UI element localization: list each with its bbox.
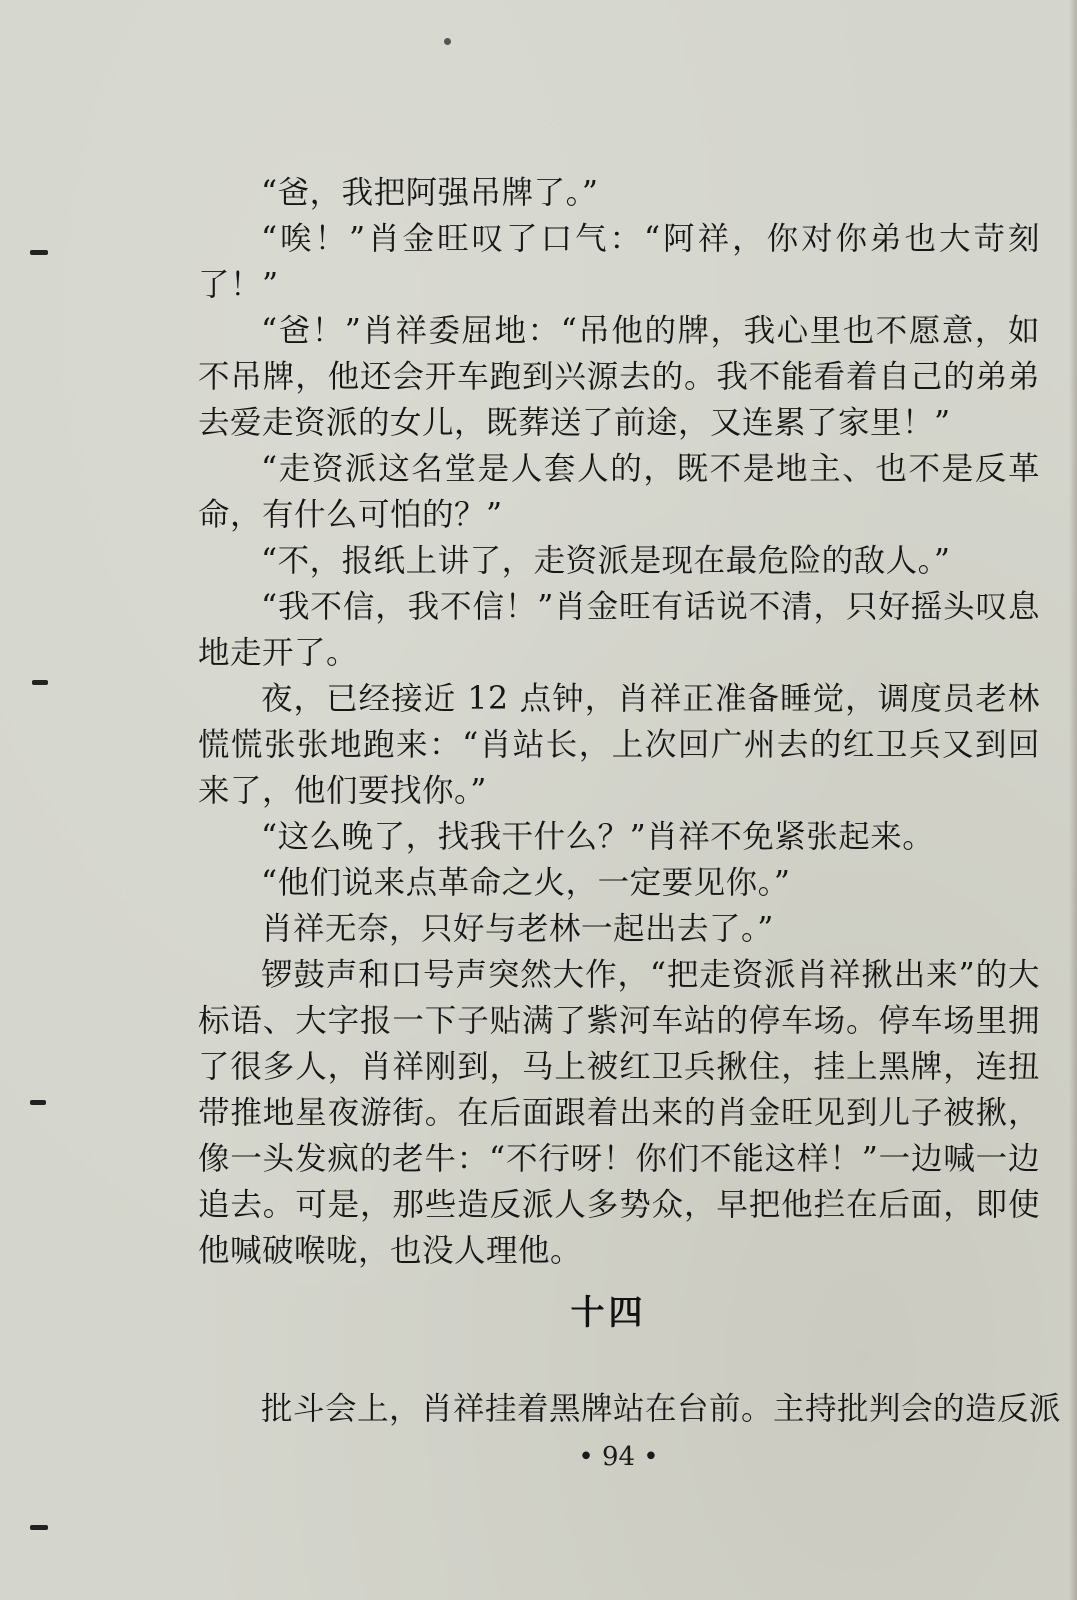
binding-mark (32, 680, 48, 685)
paragraph: “走资派这名堂是人套人的，既不是地主、也不是反革命，有什么可怕的？” (198, 451, 1040, 533)
ink-speck (444, 38, 451, 45)
paragraph: 批斗会上，肖祥挂着黑牌站在台前。主持批判会的造反派 (261, 1391, 1062, 1427)
binding-mark (30, 1100, 46, 1105)
paragraph: “这么晚了，找我干什么？”肖祥不免紧张起来。 (261, 819, 935, 855)
page-edge-shadow (1069, 0, 1077, 1600)
paragraph: “爸！”肖祥委屈地：“吊他的牌，我心里也不愿意，如不吊牌，他还会开车跑到兴源去的。我不能看着自己的弟弟去爱走资派的女儿，既葬送了前途，又连累了家里！” (198, 313, 1040, 441)
binding-mark (30, 1525, 48, 1530)
body-text (198, 170, 1040, 1274)
paragraph: 锣鼓声和口号声突然大作，“把走资派肖祥揪出来”的大标语、大字报一下子贴满了紫河车站的停车场。停车场里拥了很多人，肖祥刚到，马上被红卫兵揪住，挂上黑牌，连扭带推地星夜游街。在后面跟着出来的肖金旺见到儿子被揪，像一头发疯的老牛：“不行呀！你们不能这样！”一边喊一边追去。可是，那些造反派人多势众，早把他拦在后面，即使他喊破喉咙，也没人理他。 (198, 957, 1040, 1269)
paragraph: “我不信，我不信！”肖金旺有话说不清，只好摇头叹息地走开了。 (198, 589, 1040, 671)
page-number: • 94 • (578, 1442, 659, 1472)
paragraph: “他们说来点革命之火，一定要见你。” (261, 865, 791, 901)
chapter-heading: 十四 (570, 1293, 647, 1333)
paragraph: “不，报纸上讲了，走资派是现在最危险的敌人。” (261, 543, 951, 579)
binding-mark (30, 250, 48, 255)
paragraph: 肖祥无奈，只好与老林一起出去了。” (261, 911, 774, 947)
paragraph: “爸，我把阿强吊牌了。” (261, 175, 599, 211)
paragraph: “唉！”肖金旺叹了口气：“阿祥，你对你弟也大苛刻了！” (198, 221, 1040, 303)
paragraph: 夜，已经接近 12 点钟，肖祥正准备睡觉，调度员老林慌慌张张地跑来：“肖站长，上次回广州去的红卫兵又到回来了，他们要找你。” (198, 681, 1040, 809)
